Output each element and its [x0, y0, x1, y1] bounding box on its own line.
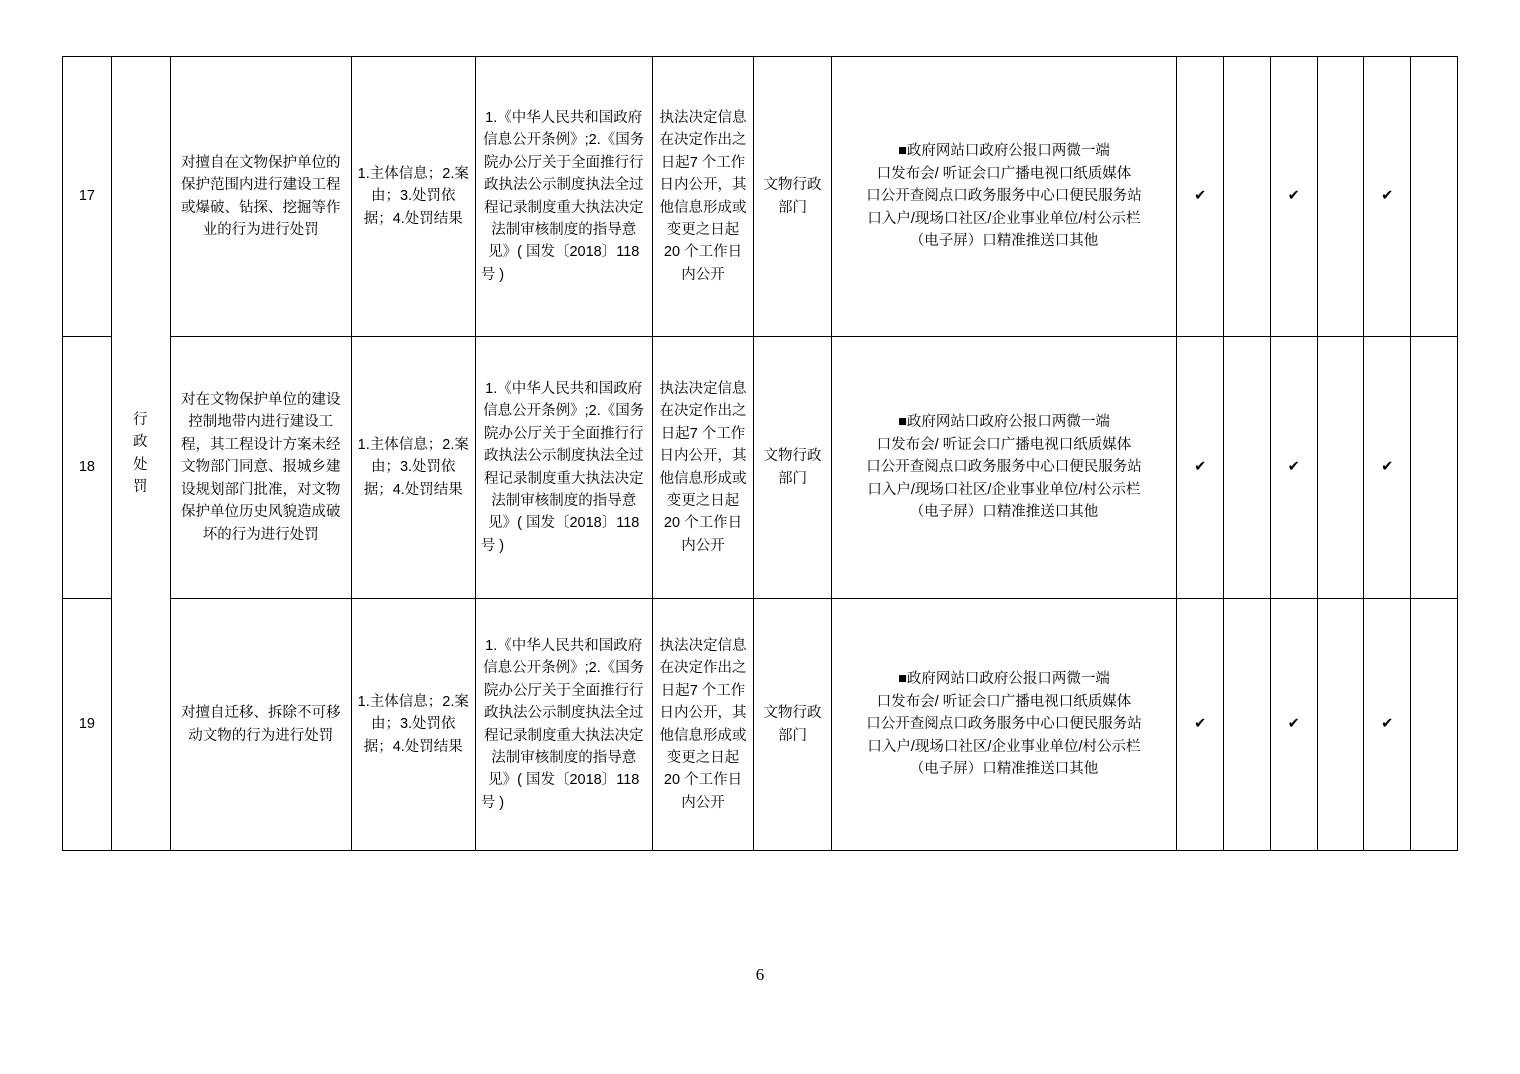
row-organ: 文物行政部门 [754, 337, 831, 599]
category-char-3: 处 [133, 456, 149, 473]
row-basis: 1.《中华人民共和国政府信息公开条例》;2.《国务院办公厅关于全面推行行政执法公示制度执法全过程记录制度重大执法决定法制审核制度的指导意见》( 国发〔2018〕118 号 ) [475, 599, 652, 851]
row-time-limit: 执法决定信息在决定作出之日起7 个工作日内公开，其他信息形成或变更之日起 20 个工作日内公开 [652, 337, 754, 599]
table-row [63, 57, 1458, 337]
page-number: 6 [755, 965, 765, 984]
row-matter: 对在文物保护单位的建设控制地带内进行建设工程，其工程设计方案未经文物部门同意、报城乡建设规划部门批准，对文物保护单位历史风貌造成破坏的行为进行处罚 [170, 337, 351, 599]
table-row [63, 337, 1458, 599]
row-mark [1224, 57, 1271, 337]
row-category [111, 57, 170, 851]
channel-line: （电子屏）口精准推送口其他 [909, 504, 1099, 521]
row-mark [1224, 337, 1271, 599]
row-basis: 1.《中华人民共和国政府信息公开条例》;2.《国务院办公厅关于全面推行行政执法公示制度执法全过程记录制度重大执法决定法制审核制度的指导意见》( 国发〔2018〕118 号 ) [475, 337, 652, 599]
row-index: 18 [63, 337, 112, 599]
row-mark [1411, 599, 1458, 851]
row-mark [1411, 57, 1458, 337]
channel-line: 口公开查阅点口政务服务中心口便民服务站 [866, 459, 1142, 476]
row-mark: ✔ [1177, 57, 1224, 337]
row-content: 1.主体信息；2.案由；3.处罚依据；4.处罚结果 [351, 599, 475, 851]
channel-line: ■政府网站口政府公报口两微一端 [898, 671, 1110, 688]
channel-line: 口发布会/ 听证会口广播电视口纸质媒体 [876, 436, 1132, 453]
row-mark: ✔ [1364, 57, 1411, 337]
row-mark: ✔ [1177, 337, 1224, 599]
row-mark [1317, 337, 1364, 599]
row-mark: ✔ [1270, 57, 1317, 337]
row-mark [1411, 337, 1458, 599]
row-mark [1317, 599, 1364, 851]
category-char-1: 行 [133, 411, 149, 428]
row-mark: ✔ [1177, 599, 1224, 851]
channel-line: （电子屏）口精准推送口其他 [909, 233, 1099, 250]
row-organ: 文物行政部门 [754, 57, 831, 337]
government-information-disclosure-table [62, 56, 1458, 851]
channel-line: 口发布会/ 听证会口广播电视口纸质媒体 [876, 693, 1132, 710]
channel-line: 口公开查阅点口政务服务中心口便民服务站 [866, 716, 1142, 733]
channel-line: （电子屏）口精准推送口其他 [909, 761, 1099, 778]
row-matter: 对擅自在文物保护单位的保护范围内进行建设工程或爆破、钻探、挖掘等作业的行为进行处罚 [170, 57, 351, 337]
row-channels [831, 57, 1177, 337]
row-index: 17 [63, 57, 112, 337]
channel-line: ■政府网站口政府公报口两微一端 [898, 143, 1110, 160]
row-channels [831, 599, 1177, 851]
row-mark: ✔ [1270, 599, 1317, 851]
row-time-limit: 执法决定信息在决定作出之日起7 个工作日内公开，其他信息形成或变更之日起 20 个工作日内公开 [652, 599, 754, 851]
row-mark [1317, 57, 1364, 337]
row-basis: 1.《中华人民共和国政府信息公开条例》;2.《国务院办公厅关于全面推行行政执法公示制度执法全过程记录制度重大执法决定法制审核制度的指导意见》( 国发〔2018〕118 号 ) [475, 57, 652, 337]
row-time-limit: 执法决定信息在决定作出之日起7 个工作日内公开，其他信息形成或变更之日起 20 个工作日内公开 [652, 57, 754, 337]
channel-line: 口入户/现场口社区/企业事业单位/村公示栏 [867, 738, 1141, 755]
category-char-2: 政 [133, 434, 149, 451]
row-mark: ✔ [1270, 337, 1317, 599]
row-channels [831, 337, 1177, 599]
channel-line: 口入户/现场口社区/企业事业单位/村公示栏 [867, 481, 1141, 498]
row-content: 1.主体信息；2.案由；3.处罚依据；4.处罚结果 [351, 57, 475, 337]
channel-line: 口发布会/ 听证会口广播电视口纸质媒体 [876, 165, 1132, 182]
channel-line: 口公开查阅点口政务服务中心口便民服务站 [866, 188, 1142, 205]
row-mark: ✔ [1364, 337, 1411, 599]
row-mark: ✔ [1364, 599, 1411, 851]
category-char-4: 罚 [133, 478, 149, 495]
table-row [63, 599, 1458, 851]
channel-line: ■政府网站口政府公报口两微一端 [898, 414, 1110, 431]
row-index: 19 [63, 599, 112, 851]
channel-line: 口入户/现场口社区/企业事业单位/村公示栏 [867, 210, 1141, 227]
row-content: 1.主体信息；2.案由；3.处罚依据；4.处罚结果 [351, 337, 475, 599]
row-mark [1224, 599, 1271, 851]
row-matter: 对擅自迁移、拆除不可移动文物的行为进行处罚 [170, 599, 351, 851]
row-organ: 文物行政部门 [754, 599, 831, 851]
